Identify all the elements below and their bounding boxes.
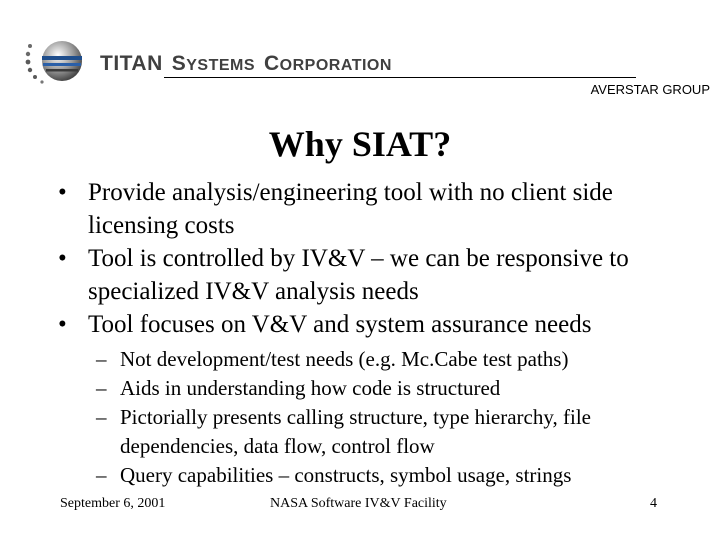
sub-bullet-text: Query capabilities – constructs, symbol usage, strings xyxy=(120,463,572,487)
footer-date: September 6, 2001 xyxy=(60,496,166,511)
page-number: 4 xyxy=(650,496,657,511)
bullet-text: Provide analysis/engineering tool with no client side licensing costs xyxy=(88,179,613,239)
sub-bullet-marker: – xyxy=(96,405,107,429)
company-name: TITAN SYSTEMS CORPORATION xyxy=(100,52,392,75)
bullet-item xyxy=(58,242,688,308)
sub-bullet-marker: – xyxy=(96,463,107,487)
sub-bullet-text: Not development/test needs (e.g. Mc.Cabe test paths) xyxy=(120,347,569,371)
header-divider xyxy=(164,77,636,78)
bullet-item xyxy=(58,176,688,242)
group-label: AVERSTAR GROUP xyxy=(590,82,710,97)
sub-bullet-list xyxy=(96,345,676,490)
bullet-text: Tool focuses on V&V and system assurance needs xyxy=(88,311,592,338)
bullet-marker: • xyxy=(58,245,67,272)
footer-organization: NASA Software IV&V Facility xyxy=(270,496,447,511)
bullet-marker: • xyxy=(58,311,67,338)
bullet-item xyxy=(58,308,688,341)
sub-bullet-marker: – xyxy=(96,376,107,400)
sub-bullet-item xyxy=(96,345,676,374)
sub-bullet-text: Aids in understanding how code is structured xyxy=(120,376,501,400)
sub-bullet-item xyxy=(96,461,676,490)
bullet-list xyxy=(58,176,688,341)
sub-bullet-item xyxy=(96,374,676,403)
slide-title: Why SIAT? xyxy=(268,124,452,164)
sub-bullet-marker: – xyxy=(96,347,107,371)
sub-bullet-text: Pictorially presents calling structure, type hierarchy, file dependencies, data flow, control flow xyxy=(120,405,591,458)
bullet-text: Tool is controlled by IV&V – we can be responsive to specialized IV&V analysis needs xyxy=(88,245,629,305)
sub-bullet-item xyxy=(96,403,676,461)
titan-globe-logo-icon xyxy=(22,36,92,86)
bullet-marker: • xyxy=(58,179,67,206)
